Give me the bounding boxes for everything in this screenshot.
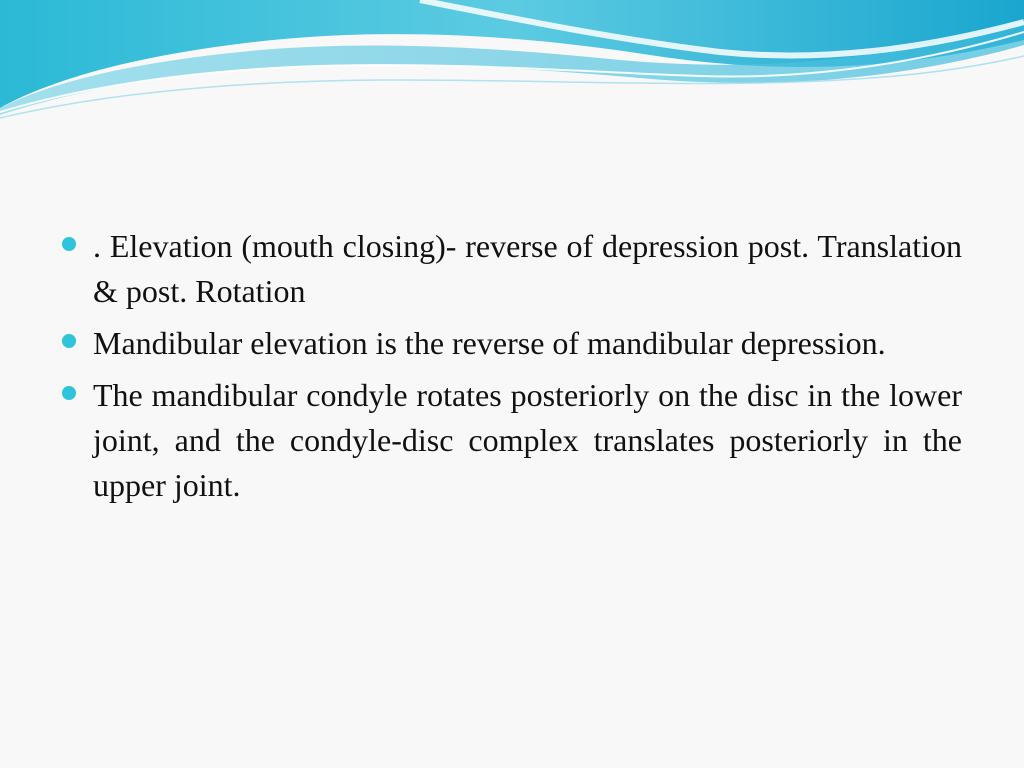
- slide-body: [62, 224, 962, 515]
- wave-header-decoration: [0, 0, 1024, 130]
- bullet-list: [62, 224, 962, 508]
- bullet-dot-icon: [62, 386, 76, 400]
- bullet-item: [62, 224, 962, 314]
- bullet-item: [62, 321, 962, 366]
- bullet-text: . Elevation (mouth closing)- reverse of depression post. Translation & post. Rotation: [93, 228, 962, 309]
- bullet-dot-icon: [62, 237, 76, 251]
- bullet-text: The mandibular condyle rotates posteriorly on the disc in the lower joint, and the condyle-disc complex translates posteriorly in the upper joint.: [93, 377, 962, 503]
- bullet-dot-icon: [62, 334, 76, 348]
- bullet-text: Mandibular elevation is the reverse of mandibular depression.: [93, 325, 886, 361]
- bullet-item: [62, 373, 962, 508]
